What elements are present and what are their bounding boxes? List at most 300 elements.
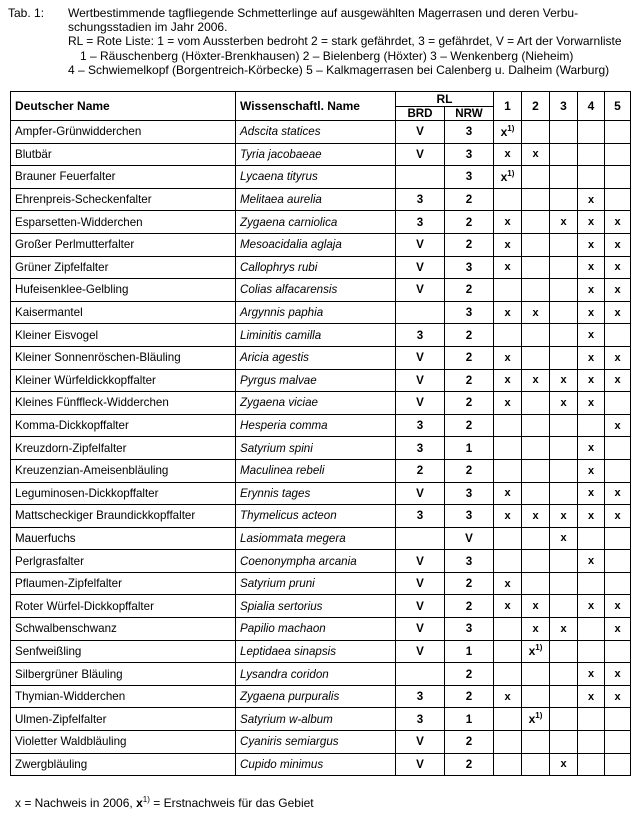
rl-nrw-cell: 2 (445, 753, 494, 776)
site-5-cell: x (605, 233, 631, 256)
rl-brd-cell: V (396, 572, 445, 595)
rl-brd-cell: 3 (396, 324, 445, 347)
site-3-cell: x (550, 392, 578, 415)
site-1-cell: x (494, 505, 522, 528)
rl-nrw-cell: 2 (445, 369, 494, 392)
site-5-cell (605, 572, 631, 595)
rl-brd-cell: V (396, 256, 445, 279)
site-2-cell (522, 256, 550, 279)
header-site-2: 2 (522, 92, 550, 121)
site-4-cell: x (578, 437, 605, 460)
site-5-cell: x (605, 414, 631, 437)
scientific-name-cell: Cupido minimus (236, 753, 396, 776)
site-3-cell (550, 482, 578, 505)
site-3-cell (550, 279, 578, 302)
rl-brd-cell (396, 166, 445, 189)
site-1-cell: x (494, 595, 522, 618)
caption-line-5: 4 – Schwiemelkopf (Borgentreich-Körbecke) 5 – Kalkmagerrasen bei Calenberg u. Dalheim (Warburg) (68, 62, 610, 77)
table-legend (15, 796, 314, 810)
scientific-name-cell: Adscita statices (236, 121, 396, 144)
rl-nrw-cell: 2 (445, 324, 494, 347)
german-name-cell: Thymian-Widderchen (11, 685, 236, 708)
site-5-cell (605, 166, 631, 189)
scientific-name-cell: Coenonympha arcania (236, 550, 396, 573)
rl-brd-cell (396, 527, 445, 550)
site-2-cell (522, 685, 550, 708)
site-5-cell: x (605, 618, 631, 641)
table-row (11, 369, 631, 392)
site-1-cell (494, 663, 522, 686)
record-mark: x (500, 169, 508, 184)
site-2-cell: x (522, 595, 550, 618)
site-4-cell: x (578, 233, 605, 256)
site-2-cell (522, 392, 550, 415)
site-4-cell (578, 414, 605, 437)
first-record-sup: 1) (535, 711, 543, 721)
site-2-cell (522, 459, 550, 482)
rl-brd-cell: 3 (396, 188, 445, 211)
site-5-cell: x (605, 369, 631, 392)
german-name-cell: Ehrenpreis-Scheckenfalter (11, 188, 236, 211)
site-3-cell (550, 550, 578, 573)
scientific-name-cell: Spialia sertorius (236, 595, 396, 618)
rl-brd-cell: V (396, 595, 445, 618)
site-1-first-record-cell (494, 166, 522, 189)
german-name-cell: Kleines Fünffleck-Widderchen (11, 392, 236, 415)
german-name-cell: Mattscheckiger Braundickkopffalter (11, 505, 236, 528)
table-body (11, 121, 631, 776)
rl-brd-cell: 2 (396, 459, 445, 482)
scientific-name-cell: Satyrium pruni (236, 572, 396, 595)
rl-brd-cell: 3 (396, 211, 445, 234)
rl-nrw-cell: 3 (445, 482, 494, 505)
site-3-cell: x (550, 211, 578, 234)
table-row (11, 121, 631, 144)
site-1-cell: x (494, 256, 522, 279)
site-3-cell: x (550, 618, 578, 641)
header-site-1: 1 (494, 92, 522, 121)
site-1-cell: x (494, 685, 522, 708)
german-name-cell: Blutbär (11, 143, 236, 166)
site-1-cell (494, 550, 522, 573)
site-2-cell (522, 346, 550, 369)
site-1-cell: x (494, 143, 522, 166)
site-4-cell: x (578, 369, 605, 392)
site-2-cell (522, 279, 550, 302)
site-2-cell (522, 753, 550, 776)
rl-brd-cell: V (396, 731, 445, 754)
site-2-first-record-cell (522, 708, 550, 731)
rl-brd-cell: 3 (396, 437, 445, 460)
site-4-cell: x (578, 550, 605, 573)
rl-nrw-cell: 2 (445, 346, 494, 369)
table-row (11, 437, 631, 460)
site-4-cell (578, 527, 605, 550)
scientific-name-cell: Lysandra coridon (236, 663, 396, 686)
rl-brd-cell: V (396, 392, 445, 415)
site-1-cell (494, 753, 522, 776)
site-5-cell (605, 640, 631, 663)
rl-brd-cell: 3 (396, 414, 445, 437)
table-row (11, 527, 631, 550)
rl-brd-cell: V (396, 346, 445, 369)
rl-nrw-cell: 3 (445, 166, 494, 189)
german-name-cell: Kleiner Würfeldickkopffalter (11, 369, 236, 392)
table-row (11, 685, 631, 708)
rl-brd-cell: 3 (396, 685, 445, 708)
german-name-cell: Kreuzenzian-Ameisenbläuling (11, 459, 236, 482)
site-4-cell (578, 640, 605, 663)
scientific-name-cell: Pyrgus malvae (236, 369, 396, 392)
rl-brd-cell: V (396, 143, 445, 166)
site-5-cell (605, 188, 631, 211)
site-5-cell (605, 143, 631, 166)
scientific-name-cell: Colias alfacarensis (236, 279, 396, 302)
site-4-cell (578, 731, 605, 754)
site-5-cell (605, 731, 631, 754)
table-row (11, 166, 631, 189)
rl-brd-cell: V (396, 753, 445, 776)
scientific-name-cell: Leptidaea sinapsis (236, 640, 396, 663)
site-3-cell (550, 708, 578, 731)
site-3-cell (550, 437, 578, 460)
site-4-cell: x (578, 324, 605, 347)
rl-nrw-cell: 3 (445, 256, 494, 279)
site-2-cell (522, 211, 550, 234)
caption-line-2: schungsstadien im Jahr 2006. (68, 20, 228, 35)
site-3-cell (550, 685, 578, 708)
german-name-cell: Leguminosen-Dickkopffalter (11, 482, 236, 505)
german-name-cell: Esparsetten-Widderchen (11, 211, 236, 234)
german-name-cell: Kleiner Eisvogel (11, 324, 236, 347)
scientific-name-cell: Aricia agestis (236, 346, 396, 369)
german-name-cell: Zwergbläuling (11, 753, 236, 776)
header-brd: BRD (396, 107, 445, 121)
german-name-cell: Kaisermantel (11, 301, 236, 324)
site-1-cell: x (494, 392, 522, 415)
site-3-cell (550, 233, 578, 256)
site-1-cell (494, 414, 522, 437)
scientific-name-cell: Satyrium w-album (236, 708, 396, 731)
site-1-cell (494, 324, 522, 347)
table-row (11, 708, 631, 731)
site-4-cell: x (578, 595, 605, 618)
site-1-cell (494, 731, 522, 754)
header-scientific-name: Wissenschaftl. Name (236, 92, 396, 121)
site-1-cell (494, 527, 522, 550)
site-2-cell (522, 437, 550, 460)
site-4-cell: x (578, 211, 605, 234)
legend-sup: 1) (142, 795, 150, 804)
site-3-cell (550, 143, 578, 166)
rl-brd-cell: V (396, 279, 445, 302)
record-mark: x (500, 124, 508, 139)
german-name-cell: Ampfer-Grünwidderchen (11, 121, 236, 144)
german-name-cell: Roter Würfel-Dickkopffalter (11, 595, 236, 618)
header-site-4: 4 (578, 92, 605, 121)
site-3-cell: x (550, 527, 578, 550)
scientific-name-cell: Papilio machaon (236, 618, 396, 641)
rl-nrw-cell: 1 (445, 640, 494, 663)
site-3-cell (550, 324, 578, 347)
german-name-cell: Grüner Zipfelfalter (11, 256, 236, 279)
site-2-cell: x (522, 618, 550, 641)
german-name-cell: Ulmen-Zipfelfalter (11, 708, 236, 731)
site-2-cell: x (522, 301, 550, 324)
site-1-cell: x (494, 211, 522, 234)
german-name-cell: Mauerfuchs (11, 527, 236, 550)
table-row (11, 279, 631, 302)
table-row (11, 392, 631, 415)
site-4-cell: x (578, 459, 605, 482)
rl-nrw-cell: 3 (445, 301, 494, 324)
site-1-cell (494, 708, 522, 731)
table-row (11, 301, 631, 324)
site-3-cell (550, 572, 578, 595)
rl-nrw-cell: 2 (445, 663, 494, 686)
scientific-name-cell: Satyrium spini (236, 437, 396, 460)
table-caption (8, 6, 633, 77)
scientific-name-cell: Zygaena viciae (236, 392, 396, 415)
site-1-cell (494, 459, 522, 482)
rl-nrw-cell: 1 (445, 437, 494, 460)
table-header (11, 92, 631, 121)
rl-nrw-cell: 3 (445, 121, 494, 144)
site-5-cell (605, 550, 631, 573)
site-2-cell (522, 482, 550, 505)
site-5-cell (605, 392, 631, 415)
site-2-cell: x (522, 143, 550, 166)
site-4-cell: x (578, 482, 605, 505)
site-4-cell (578, 572, 605, 595)
scientific-name-cell: Callophrys rubi (236, 256, 396, 279)
rl-nrw-cell: 2 (445, 572, 494, 595)
scientific-name-cell: Lasiommata megera (236, 527, 396, 550)
scientific-name-cell: Zygaena purpuralis (236, 685, 396, 708)
table-row (11, 753, 631, 776)
site-1-first-record-cell (494, 121, 522, 144)
rl-brd-cell: V (396, 640, 445, 663)
rl-nrw-cell: 2 (445, 685, 494, 708)
table-row (11, 188, 631, 211)
table-row (11, 324, 631, 347)
table-row (11, 346, 631, 369)
site-2-cell (522, 188, 550, 211)
site-2-cell (522, 414, 550, 437)
rl-nrw-cell: 2 (445, 414, 494, 437)
site-4-cell (578, 143, 605, 166)
scientific-name-cell: Lycaena tityrus (236, 166, 396, 189)
scientific-name-cell: Argynnis paphia (236, 301, 396, 324)
rl-brd-cell: V (396, 550, 445, 573)
scientific-name-cell: Erynnis tages (236, 482, 396, 505)
site-3-cell (550, 459, 578, 482)
site-3-cell (550, 121, 578, 144)
rl-nrw-cell: 1 (445, 708, 494, 731)
table-row (11, 595, 631, 618)
site-1-cell: x (494, 233, 522, 256)
rl-nrw-cell: 3 (445, 505, 494, 528)
site-4-cell: x (578, 188, 605, 211)
site-5-cell: x (605, 346, 631, 369)
scientific-name-cell: Cyaniris semiargus (236, 731, 396, 754)
site-1-cell (494, 437, 522, 460)
first-record-sup: 1) (535, 643, 543, 653)
site-1-cell (494, 640, 522, 663)
site-1-cell (494, 188, 522, 211)
site-5-cell: x (605, 663, 631, 686)
scientific-name-cell: Zygaena carniolica (236, 211, 396, 234)
site-4-cell: x (578, 346, 605, 369)
site-5-cell: x (605, 482, 631, 505)
german-name-cell: Violetter Waldbläuling (11, 731, 236, 754)
table-row (11, 143, 631, 166)
site-2-cell (522, 663, 550, 686)
table-row (11, 663, 631, 686)
rl-nrw-cell: 3 (445, 550, 494, 573)
site-3-cell (550, 640, 578, 663)
table-row (11, 414, 631, 437)
table-row (11, 550, 631, 573)
site-3-cell: x (550, 753, 578, 776)
first-record-sup: 1) (507, 123, 515, 133)
site-4-cell: x (578, 392, 605, 415)
rl-nrw-cell: 3 (445, 618, 494, 641)
scientific-name-cell: Thymelicus acteon (236, 505, 396, 528)
table-row (11, 618, 631, 641)
rl-nrw-cell: 3 (445, 143, 494, 166)
site-5-cell (605, 324, 631, 347)
site-3-cell: x (550, 505, 578, 528)
rl-nrw-cell: 2 (445, 279, 494, 302)
site-3-cell (550, 346, 578, 369)
site-2-cell: x (522, 369, 550, 392)
site-2-cell (522, 550, 550, 573)
site-4-cell: x (578, 256, 605, 279)
site-5-cell (605, 753, 631, 776)
scientific-name-cell: Melitaea aurelia (236, 188, 396, 211)
site-3-cell (550, 188, 578, 211)
header-german-name: Deutscher Name (11, 92, 236, 121)
table-row (11, 572, 631, 595)
rl-nrw-cell: 2 (445, 392, 494, 415)
german-name-cell: Senfweißling (11, 640, 236, 663)
legend-mark: x (136, 796, 143, 810)
site-1-cell: x (494, 572, 522, 595)
site-5-cell: x (605, 505, 631, 528)
german-name-cell: Perlgrasfalter (11, 550, 236, 573)
table-row (11, 505, 631, 528)
site-4-cell: x (578, 685, 605, 708)
german-name-cell: Pflaumen-Zipfelfalter (11, 572, 236, 595)
header-rl: RL (396, 92, 494, 107)
site-3-cell (550, 301, 578, 324)
table-row (11, 233, 631, 256)
site-5-cell (605, 459, 631, 482)
site-3-cell (550, 166, 578, 189)
site-4-cell: x (578, 663, 605, 686)
rl-brd-cell (396, 663, 445, 686)
german-name-cell: Hufeisenklee-Gelbling (11, 279, 236, 302)
site-2-cell (522, 233, 550, 256)
site-3-cell (550, 731, 578, 754)
caption-line-3: RL = Rote Liste: 1 = vom Aussterben bedroht 2 = stark gefährdet, 3 = gefährdet, V = Art der Vorwarnliste (68, 34, 622, 49)
table-row (11, 256, 631, 279)
caption-label: Tab. 1: (8, 6, 45, 20)
site-2-cell: x (522, 505, 550, 528)
header-site-5: 5 (605, 92, 631, 121)
site-1-cell: x (494, 369, 522, 392)
site-1-cell (494, 618, 522, 641)
rl-brd-cell: V (396, 121, 445, 144)
site-1-cell: x (494, 301, 522, 324)
site-1-cell: x (494, 346, 522, 369)
german-name-cell: Schwalbenschwanz (11, 618, 236, 641)
site-4-cell: x (578, 301, 605, 324)
site-1-cell: x (494, 482, 522, 505)
site-4-cell (578, 708, 605, 731)
site-5-cell (605, 527, 631, 550)
rl-nrw-cell: 2 (445, 233, 494, 256)
table-row (11, 459, 631, 482)
site-5-cell: x (605, 595, 631, 618)
record-mark: x (528, 712, 536, 727)
site-4-cell: x (578, 279, 605, 302)
first-record-sup: 1) (507, 168, 515, 178)
site-4-cell (578, 166, 605, 189)
scientific-name-cell: Hesperia comma (236, 414, 396, 437)
scientific-name-cell: Mesoacidalia aglaja (236, 233, 396, 256)
rl-nrw-cell: V (445, 527, 494, 550)
table-row (11, 640, 631, 663)
table-row (11, 482, 631, 505)
site-5-cell (605, 437, 631, 460)
german-name-cell: Komma-Dickkopffalter (11, 414, 236, 437)
german-name-cell: Silbergrüner Bläuling (11, 663, 236, 686)
site-4-cell (578, 618, 605, 641)
header-site-3: 3 (550, 92, 578, 121)
rl-nrw-cell: 2 (445, 459, 494, 482)
site-3-cell (550, 595, 578, 618)
site-4-cell (578, 753, 605, 776)
german-name-cell: Kleiner Sonnenröschen-Bläuling (11, 346, 236, 369)
rl-brd-cell: V (396, 369, 445, 392)
site-5-cell: x (605, 685, 631, 708)
legend-part-1: x = Nachweis in 2006, (15, 796, 137, 810)
german-name-cell: Brauner Feuerfalter (11, 166, 236, 189)
site-5-cell: x (605, 256, 631, 279)
rl-brd-cell: 3 (396, 505, 445, 528)
caption-line-4: 1 – Räuschenberg (Höxter-Brenkhausen) 2 – Bielenberg (Höxter) 3 – Wenkenberg (Nieheim) (80, 48, 574, 63)
table-row (11, 731, 631, 754)
site-4-cell (578, 121, 605, 144)
site-2-first-record-cell (522, 640, 550, 663)
site-2-cell (522, 527, 550, 550)
site-1-cell (494, 279, 522, 302)
record-mark: x (528, 644, 536, 659)
site-5-cell: x (605, 301, 631, 324)
rl-brd-cell: V (396, 482, 445, 505)
site-5-cell: x (605, 211, 631, 234)
site-3-cell (550, 414, 578, 437)
rl-brd-cell: V (396, 618, 445, 641)
german-name-cell: Großer Perlmutterfalter (11, 233, 236, 256)
site-2-cell (522, 324, 550, 347)
caption-line-1: Wertbestimmende tagfliegende Schmetterlinge auf ausgewählten Magerrasen und deren Verbu- (68, 6, 579, 20)
site-3-cell (550, 663, 578, 686)
rl-brd-cell: V (396, 233, 445, 256)
site-2-cell (522, 572, 550, 595)
